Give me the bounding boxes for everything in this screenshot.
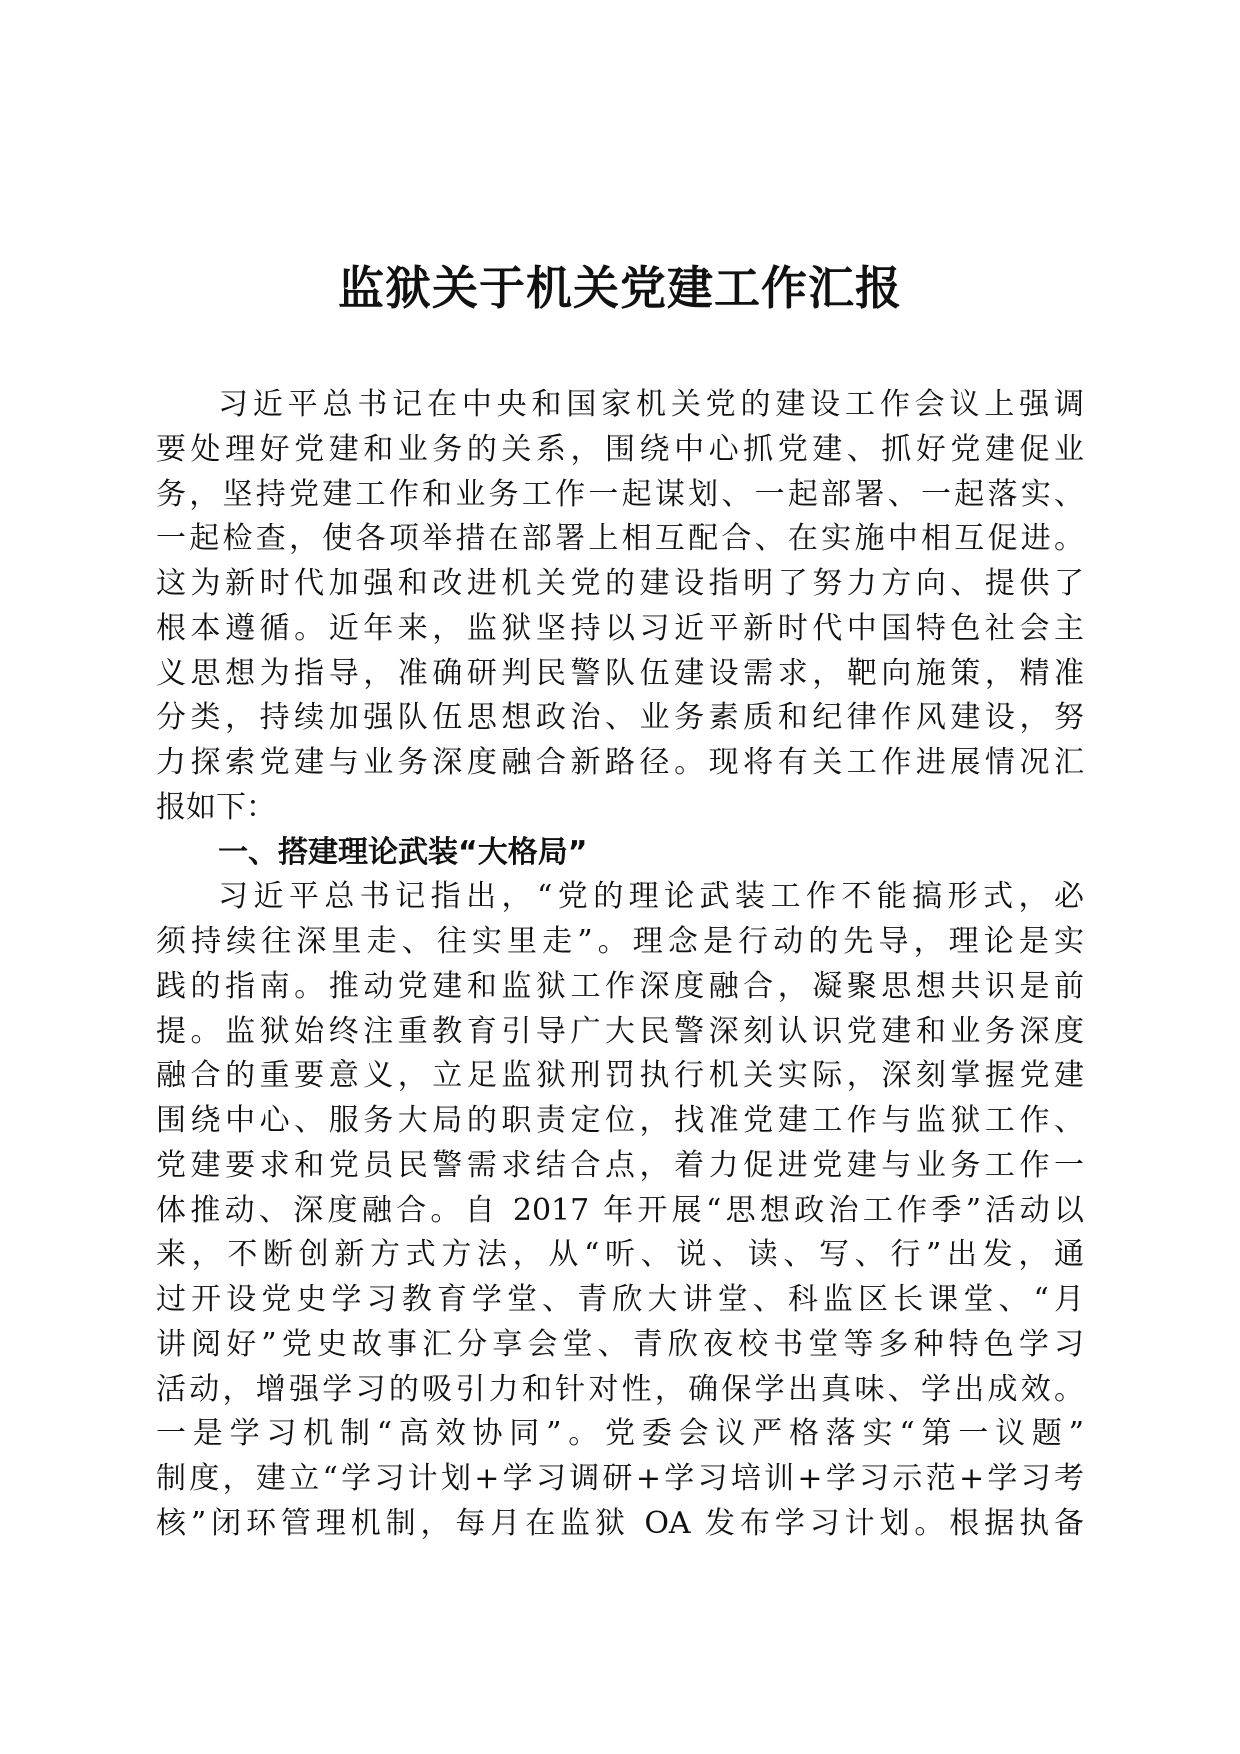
paragraph-line: 践的指南。推动党建和监狱工作深度融合，凝聚思想共识是前: [156, 968, 1084, 1004]
paragraph-line: 须持续往深里走、往实里走”。理念是行动的先导，理论是实: [156, 924, 1084, 959]
paragraph-line: 习近平总书记指出，“党的理论武装工作不能搞形式，必: [218, 879, 1084, 915]
paragraph-line: 制度，建立“学习计划+学习调研+学习培训+学习示范+学习考: [156, 1461, 1084, 1496]
document-body: [156, 383, 1084, 1547]
paragraph-line: 分类，持续加强队伍思想政治、业务素质和纪律作风建设，努: [156, 700, 1084, 736]
paragraph-line: 体推动、深度融合。自 2017 年开展“思想政治工作季”活动以: [156, 1192, 1084, 1228]
paragraph-line: 党建要求和党员民警需求结合点，着力促进党建与业务工作一: [156, 1147, 1084, 1183]
paragraph-line: 力探索党建与业务深度融合新路径。现将有关工作进展情况汇: [156, 745, 1084, 780]
paragraph-line: 这为新时代加强和改进机关党的建设指明了努力方向、提供了: [156, 566, 1084, 601]
paragraph-line: 融合的重要意义，立足监狱刑罚执行机关实际，深刻掌握党建: [156, 1058, 1084, 1094]
paragraph-line: 义思想为指导，准确研判民警队伍建设需求，靶向施策，精准: [156, 655, 1084, 691]
paragraph-line: 根本遵循。近年来，监狱坚持以习近平新时代中国特色社会主: [156, 610, 1084, 646]
paragraph-line: 来，不断创新方式方法，从“听、说、读、写、行”出发，通: [156, 1237, 1084, 1273]
section-heading: 一、搭建理论武装“大格局”: [218, 834, 588, 870]
paragraph-line: 要处理好党建和业务的关系，围绕中心抓党建、抓好党建促业: [156, 431, 1084, 467]
paragraph-line: 活动，增强学习的吸引力和针对性，确保学出真味、学出成效。: [156, 1371, 1084, 1407]
paragraph-line: 过开设党史学习教育学堂、青欣大讲堂、科监区长课堂、“月: [156, 1282, 1084, 1317]
paragraph-line: 务，坚持党建工作和业务工作一起谋划、一起部署、一起落实、: [156, 476, 1084, 512]
paragraph-line: 讲阅好”党史故事汇分享会堂、青欣夜校书堂等多种特色学习: [156, 1326, 1084, 1362]
page-title: 监狱关于机关党建工作汇报: [338, 261, 902, 315]
paragraph-line: 核”闭环管理机制，每月在监狱 OA 发布学习计划。根据执备: [156, 1505, 1084, 1541]
paragraph-line: 习近平总书记在中央和国家机关党的建设工作会议上强调: [218, 387, 1084, 422]
paragraph-line: 提。监狱始终注重教育引导广大民警深刻认识党建和业务深度: [156, 1013, 1084, 1049]
paragraph-line: 一是学习机制“高效协同”。党委会议严格落实“第一议题”: [156, 1416, 1084, 1452]
paragraph-line: 报如下：: [156, 789, 276, 825]
paragraph-line: 一起检查，使各项举措在部署上相互配合、在实施中相互促进。: [156, 521, 1084, 557]
paragraph-line: 围绕中心、服务大局的职责定位，找准党建工作与监狱工作、: [156, 1103, 1084, 1138]
